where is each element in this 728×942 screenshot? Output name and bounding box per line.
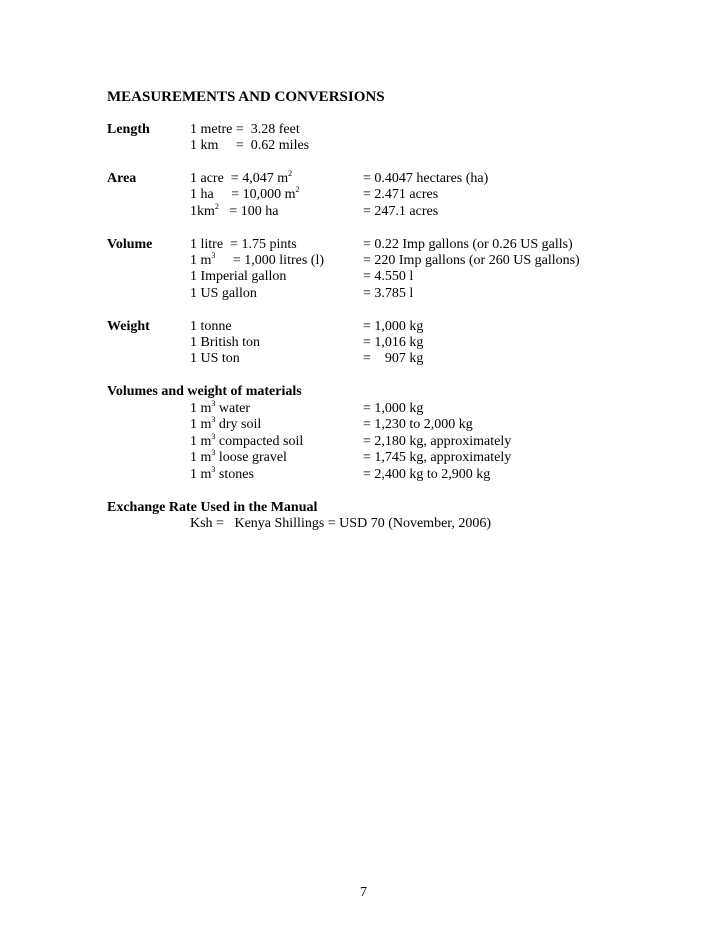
weight-row-2-right: = 1,016 kg [363,335,424,350]
area-row-1-left: 1 acre = 4,047 $m^2$ [190,169,293,186]
section-label-area: Area [107,171,137,186]
section-label-weight: Weight [107,319,150,334]
materials-row-2-left: 1 $m^3$ dry soil [190,415,262,432]
materials-row-5-left: 1 $m^3$ stones [190,465,254,482]
materials-row-1-left: 1 $m^3$ water [190,399,250,416]
area-row-3-right: = 247.1 acres [363,204,439,219]
volume-row-3-left: 1 Imperial gallon [190,269,287,284]
volume-row-3-right: = 4.550 l [363,269,414,284]
materials-row-3-left: 1 $m^3$ compacted soil [190,432,304,449]
volume-row-2-right: = 220 Imp gallons (or 260 US gallons) [363,253,580,268]
materials-row-3-right: = 2,180 kg, approximately [363,434,512,449]
section-label-materials: Volumes and weight of materials [107,384,302,399]
weight-row-1-right: = 1,000 kg [363,319,424,334]
volume-row-1-right: = 0.22 Imp gallons (or 0.26 US galls) [363,237,573,252]
weight-row-1-left: 1 tonne [190,319,232,334]
page-title: MEASUREMENTS AND CONVERSIONS [107,89,385,105]
exchange-rate-text: Ksh = Kenya Shillings = USD 70 (November, 2006) [190,516,492,531]
area-row-2-right: = 2.471 acres [363,187,439,202]
area-row-2-left: 1 ha = 10,000 $m^2$ [190,185,300,202]
section-label-exchange: Exchange Rate Used in the Manual [107,500,318,515]
length-row-2: 1 km = 0.62 miles [190,138,310,153]
materials-row-2-right: = 1,230 to 2,000 kg [363,417,473,432]
section-label-length: Length [107,122,150,137]
area-row-1-right: = 0.4047 hectares (ha) [363,171,489,186]
area-row-3-left: $1km^2 = 100$ ha [190,202,279,219]
weight-row-2-left: 1 British ton [190,335,261,350]
materials-row-1-right: = 1,000 kg [363,401,424,416]
weight-row-3-right: = 907 kg [363,351,424,366]
volume-row-4-right: = 3.785 l [363,286,414,301]
volume-row-2-left: 1 $m^3$ = 1,000 litres (l) [190,251,324,268]
page-number: 7 [360,885,367,900]
materials-row-5-right: = 2,400 kg to 2,900 kg [363,467,491,482]
section-label-volume: Volume [107,237,153,252]
materials-row-4-left: 1 $m^3$ loose gravel [190,448,287,465]
length-row-1: 1 metre = 3.28 feet [190,122,300,137]
volume-row-1-left: 1 litre = 1.75 pints [190,237,297,252]
materials-row-4-right: = 1,745 kg, approximately [363,450,512,465]
volume-row-4-left: 1 US gallon [190,286,257,301]
weight-row-3-left: 1 US ton [190,351,240,366]
